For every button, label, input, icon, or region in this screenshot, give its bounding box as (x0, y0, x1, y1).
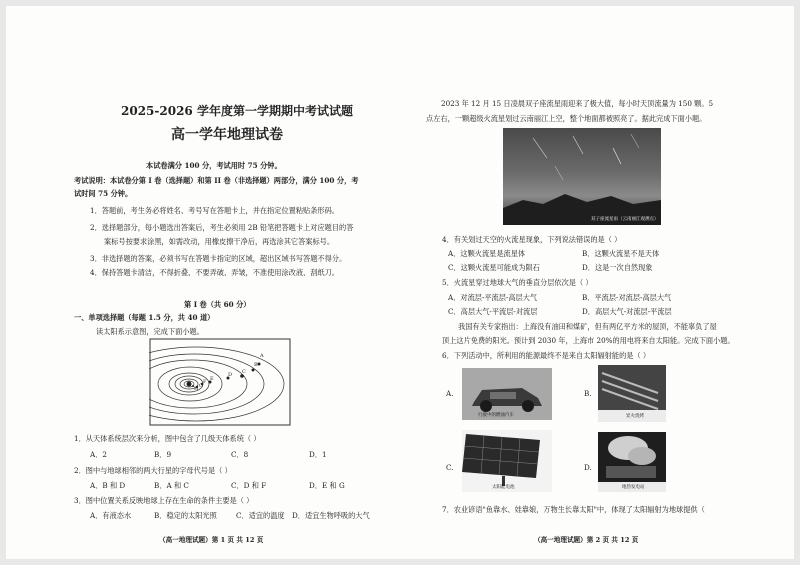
solar-panel-icon (462, 430, 552, 492)
diagram-label: C (242, 369, 246, 375)
q1-option-b: B．9 (154, 450, 172, 459)
q5-option-d: D．高层大气-对流层-平流层 (582, 307, 672, 316)
solar-system-diagram (149, 338, 291, 426)
q1-option-c: C．8 (231, 450, 249, 459)
question-4: 4．有关划过天空的火流星现象，下列说法错误的是（ ） (442, 235, 622, 244)
q4-option-a: A．这颗火流星是流星体 (448, 249, 526, 258)
geothermal-plant-icon (598, 432, 666, 492)
diagram-label: B (254, 362, 258, 368)
q6-label-c: C. (446, 463, 454, 472)
q2-option-b: B．A 和 C (154, 481, 189, 490)
section-title: 一、单项选择题（每题 1.5 分，共 40 道） (74, 313, 215, 322)
solar-panel-image (462, 430, 552, 492)
page-footer: （高一地理试题）第 2 页 共 12 页 (534, 536, 639, 544)
solar-panel-caption: 太阳能电池 (492, 485, 515, 490)
q2-option-d: D．E 和 G (309, 481, 345, 490)
question-7: 7．农业谚语"鱼靠水、娃靠娘，万物生长靠太阳"中，体现了太阳辐射为地球提供（ (442, 505, 705, 514)
q4-option-d: D．这是一次自然现象 (582, 263, 653, 272)
car-caption: 行驶中的燃油汽车 (478, 413, 514, 418)
intro-line: 2023 年 12 月 15 日凌晨双子座流星雨迎来了极大值，每小时天顶流量为 150 颗。5 (441, 99, 714, 108)
q6-label-d: D. (584, 463, 592, 472)
geothermal-caption: 地热发电站 (622, 485, 645, 490)
barbecue-image (598, 365, 666, 422)
q3-option-b: B．稳定的太阳光照 (154, 511, 217, 520)
diagram-label: F (203, 379, 207, 385)
q3-option-a: A．有液态水 (90, 511, 132, 520)
photo-caption: 双子座流星雨（云南丽江观测点） (591, 217, 659, 222)
exam-title: 2025-2026 学年度第一学期期中考试试题 (121, 104, 353, 118)
meteor-scene (503, 128, 661, 225)
diagram-label: E (210, 376, 214, 382)
reading-line: 顶上这片免费的阳光。预计到 2030 年，上海市 20%的用电将来自太阳能。完成下面小题。 (442, 336, 735, 345)
exam-subtitle: 高一学年地理试卷 (171, 127, 283, 143)
question-3: 3．图中位置关系反映地球上存在生命的条件主要是（ ） (74, 496, 254, 505)
question-2: 2．图中与地球相邻的两大行星的字母代号是（ ） (74, 466, 232, 475)
part-title: 第 I 卷（共 60 分） (184, 300, 251, 309)
q5-option-c: C．高层大气-平流层-对流层 (448, 307, 538, 316)
rule-item: 2．选择题部分，每小题选出答案后，考生必须用 2B 铅笔把答题卡上对应题目的答 (90, 223, 354, 232)
diagram-prompt: 读太阳系示意图，完成下面小题。 (96, 327, 204, 336)
diagram-label: D (228, 372, 233, 378)
rule-item: 4．保持答题卡清洁，不得折叠、不要弄破、弄皱，不准使用涂改液、刮纸刀。 (90, 268, 339, 277)
rule-item: 案标号按要求涂黑，如需改动，用橡皮擦干净后，再选涂其它答案标号。 (104, 237, 335, 246)
q1-option-d: D．1 (309, 450, 327, 459)
meteor-shower-photo (503, 128, 661, 225)
reading-line: 我国有关专家指出：上海没有油田和煤矿，但有两亿平方米的屋顶，不能辜负了屋 (458, 322, 717, 331)
q6-label-a: A. (446, 389, 454, 398)
q4-option-c: C．这颗火流星可能成为陨石 (448, 263, 540, 272)
rule-item: 3．非选择题的答案，必须书写在答题卡指定的区域，超出区域书写答题不得分。 (90, 254, 347, 263)
meta-line: 考试说明：本试卷分第 I 卷（选择题）和第 II 卷（非选择题）两部分，满分 100 分，考 (74, 176, 359, 185)
car-image (462, 368, 552, 420)
exam-sheet (6, 6, 794, 559)
q5-option-a: A．对流层-平流层-高层大气 (448, 293, 538, 302)
question-5: 5．火流星穿过地球大气的垂直分层依次是（ ） (442, 278, 593, 287)
meta-line: 试时间 75 分钟。 (74, 189, 133, 198)
diagram-label: H (194, 386, 199, 392)
q2-option-a: A．B 和 D (90, 481, 126, 490)
geothermal-image (598, 432, 666, 492)
q3-option-d: D．适宜生物呼吸的大气 (292, 511, 370, 520)
q4-option-b: B．这颗火流星不是天体 (582, 249, 660, 258)
barbecue-caption: 炭火烧烤 (626, 414, 644, 419)
diagram-label: A (260, 353, 264, 359)
question-6: 6．下列活动中，所利用的能源最终不是来自太阳辐射能的是（ ） (442, 351, 651, 360)
q5-option-b: B．平流层-对流层-高层大气 (582, 293, 672, 302)
intro-line: 点左右，一颗超级火流星划过云南丽江上空，整个地面都被照亮了。据此完成下面小题。 (426, 114, 707, 123)
q2-option-c: C．D 和 F (231, 481, 267, 490)
q3-option-c: C．适宜的温度 (236, 511, 285, 520)
q1-option-a: A．2 (90, 450, 107, 459)
q6-label-b: B. (584, 389, 592, 398)
page-footer: （高一地理试题）第 1 页 共 12 页 (159, 536, 264, 544)
question-1: 1．从天体系统层次来分析，图中包含了几级天体系统（ ） (74, 434, 261, 443)
rule-item: 1．答题前，考生务必将姓名、考号写在答题卡上，并在指定位置粘贴条形码。 (90, 206, 339, 215)
meta-line: 本试卷满分 100 分，考试用时 75 分钟。 (146, 161, 282, 170)
diagram-label: G (199, 383, 203, 389)
